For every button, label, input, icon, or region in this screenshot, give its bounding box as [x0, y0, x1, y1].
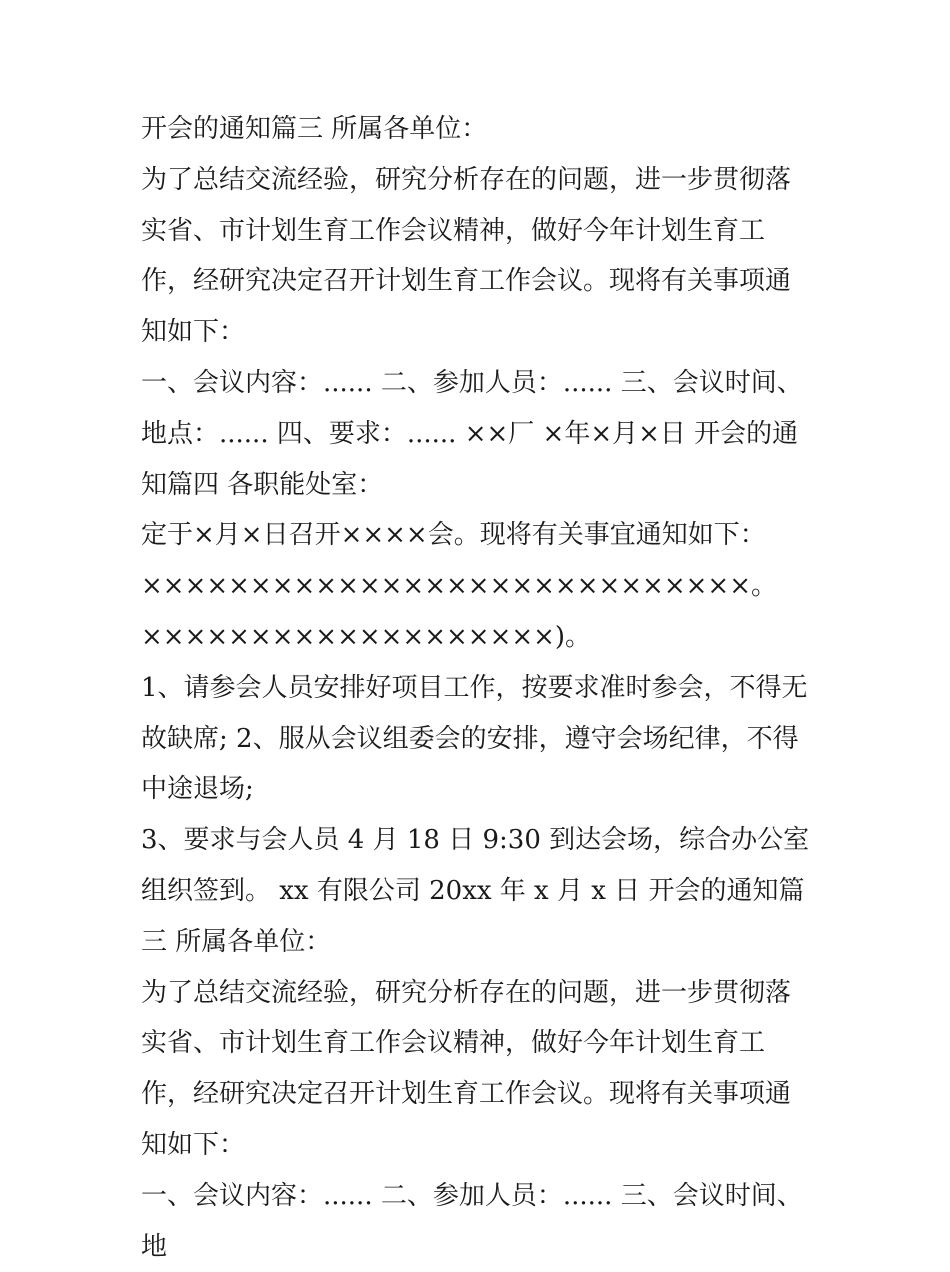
paragraph-meeting-date: 定于×月×日召开××××会。现将有关事宜通知如下：	[141, 520, 766, 551]
paragraph-agenda-items-repeat: 一、会议内容：...... 二、参加人员：...... 三、会议时间、地	[141, 1180, 803, 1262]
paragraph-placeholder-1: ××××××××××××××××××××××××××××。	[141, 571, 777, 602]
document-body	[141, 104, 813, 1272]
paragraph-requirements-1-2: 1、请参会人员安排好项目工作，按要求准时参会，不得无故缺席; 2、服从会议组委会的安排，遵守会场纪律，不得中途退场;	[141, 672, 808, 805]
paragraph-agenda-items: 一、会议内容：...... 二、参加人员：...... 三、会议时间、地点：...... 四、要求：...... ××厂 ×年×月×日 开会的通知篇四 各职能处室：	[141, 367, 803, 500]
paragraph-purpose: 为了总结交流经验，研究分析存在的问题，进一步贯彻落实省、市计划生育工作会议精神，做好今年计划生育工作，经研究决定召开计划生育工作会议。现将有关事项通知如下：	[141, 164, 792, 348]
paragraph-purpose-repeat: 为了总结交流经验，研究分析存在的问题，进一步贯彻落实省、市计划生育工作会议精神，做好今年计划生育工作，经研究决定召开计划生育工作会议。现将有关事项通知如下：	[141, 977, 792, 1160]
paragraph-heading-part3: 开会的通知篇三 所属各单位：	[141, 114, 488, 144]
paragraph-requirement-3: 3、要求与会人员 4 月 18 日 9:30 到达会场，综合办公室组织签到。 xx 有限公司 20xx 年 x 月 x 日 开会的通知篇三 所属各单位：	[141, 825, 810, 957]
paragraph-placeholder-2: ×××××××××××××××××××)。	[141, 621, 592, 652]
